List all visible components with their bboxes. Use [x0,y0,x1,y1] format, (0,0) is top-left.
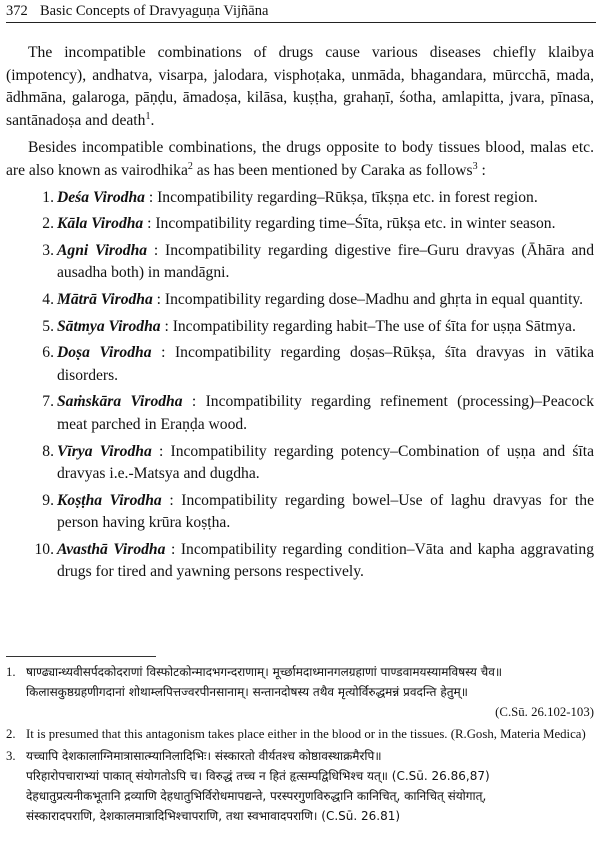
footnote-3: 3. यच्चापि देशकालाग्निमात्रासात्म्यानिलादिभिः। संस्कारतो वीर्यतश्च कोष्ठावस्थाक्रमैरपि॥ परिहारोपचाराभ्यां पाकात् संयोगतोऽपि च। विरुद्धं तच्च न हितं हृत्सम्पद्विधिभिश्च यत्॥ (C.Sū. 26.86,87) देहधातुप्रत्यनीकभूतानि द्रव्याणि देहधातुभिर्विरोधमापद्यन्ते, परस्परगुणविरुद्धानि कानिचित्, कानिचित् संयोगात्, संस्कारादपराणि, देशकालमात्रादिभिश्चापराणि, तथा स्वभावादपराणि। (C.Sū. 26.81) [6,746,594,826]
running-title: Basic Concepts of Dravyaguṇa Vijñāna [40,3,269,19]
list-item: 6. Doṣa Virodha : Incompatibility regarding doṣas–Rūkṣa, śīta dravyas in vātika disorders. [42,344,594,384]
virodha-list [6,187,594,585]
list-item: 8. Vīrya Virodha : Incompatibility regarding potency–Combination of uṣṇa and śīta dravyas i.e.-Matsya and dugdha. [42,442,594,483]
footnote-ref-1: 1 [145,110,151,122]
main-text [6,42,594,588]
list-item: 3. Agni Virodha : Incompatibility regarding digestive fire–Guru dravyas (Āhāra and ausadha both) in mandāgni. [42,241,594,282]
sanskrit-verse: षाण्ढ्यान्ध्यवीसर्पदकोदराणां विस्फोटकोन्मादभगन्दराणाम्। मूर्च्छामदाध्मानगलग्रहाणां पाण्डवामयस्यामविषस्य चैव॥ [26,665,503,679]
list-item: 10. Avasthā Virodha : Incompatibility regarding condition–Vāta and kapha aggravating drugs for tired and yawning persons respectively. [34,540,594,581]
paragraph-diseases: The incompatible combinations of drugs cause various diseases chiefly klaibya (impotency), andhatva, visarpa, jalodara, visphoṭaka, unmāda, bhagandara, mūrcchā, mada, ādhmāna, galaroga, pāṇḍu, āmadoṣa, kilāsa, kuṣṭha, grahaṇī, śotha, amlapitta, jvara, pīnasa, santānadoṣa and death$^1$. [6,44,594,129]
footnote-text: It is presumed that this antagonism takes place either in the blood or in the tissues. (R.Gosh, Materia Medica) [26,727,586,741]
list-item: 5. Sātmya Virodha : Incompatibility regarding habit–The use of śīta for uṣṇa Sātmya. [42,317,576,335]
footnote-rule [6,656,156,657]
footnote-2: 2. It is presumed that this antagonism takes place either in the blood or in the tissues. (R.Gosh, Materia Medica) [6,724,594,744]
running-header [6,1,594,21]
sanskrit-verse: यच्चापि देशकालाग्निमात्रासात्म्यानिलादिभिः। संस्कारतो वीर्यतश्च कोष्ठावस्थाक्रमैरपि॥ [26,749,382,763]
list-item: 2. Kāla Virodha : Incompatibility regarding time–Śīta, rūkṣa etc. in winter season. [42,215,556,233]
list-item: 4. Mātrā Virodha : Incompatibility regarding dose–Madhu and ghṛta in equal quantity. [42,290,584,308]
sanskrit-prose: संस्कारादपराणि, देशकालमात्रादिभिश्चापराणि, तथा स्वभावादपराणि। (C.Sū. 26.81) [26,809,401,823]
sanskrit-verse: किलासकुष्ठग्रहणीगदानां शोथाम्लपित्तज्वरपीनसानाम्। सन्तानदोषस्य तथैव मृत्योर्विरुद्धमन्नं प्रवदन्ति हेतुम्॥ [26,685,468,699]
footnote-1: 1. षाण्ढ्यान्ध्यवीसर्पदकोदराणां विस्फोटकोन्मादभगन्दराणाम्। मूर्च्छामदाध्मानगलग्रहाणां पाण्डवामयस्यामविषस्य चैव॥ किलासकुष्ठग्रहणीगदानां शोथाम्लपित्तज्वरपीनसानाम्। सन्तानदोषस्य तथैव मृत्योर्विरुद्धमन्नं प्रवदन्ति हेतुम्॥ (C.Sū. 26.102-103) [6,662,594,722]
sanskrit-prose: देहधातुप्रत्यनीकभूतानि द्रव्याणि देहधातुभिर्विरोधमापद्यन्ते, परस्परगुणविरुद्धानि कानिचित्, कानिचित् संयोगात्, [26,789,487,803]
page-number: 372 [6,3,28,19]
paragraph-vairodhika: Besides incompatible combinations, the drugs opposite to body tissues blood, malas etc. are also known as vairodhika$^2$ as has been mentioned by Caraka as follows$^3$ : [6,139,594,179]
footnote-ref-2: 2 [187,160,193,172]
footnotes [6,662,594,828]
header-rule [6,22,596,23]
citation: (C.Sū. 26.102-103) [495,705,594,719]
list-item: 7. Saṁskāra Virodha : Incompatibility regarding refinement (processing)–Peacock meat parched in Eraṇḍa wood. [42,393,594,433]
list-item: 1. Deśa Virodha : Incompatibility regarding–Rūkṣa, tīkṣṇa etc. in forest region. [42,188,538,206]
sanskrit-verse: परिहारोपचाराभ्यां पाकात् संयोगतोऽपि च। विरुद्धं तच्च न हितं हृत्सम्पद्विधिभिश्च यत्॥ (C.Sū. 26.86,87) [26,769,490,783]
footnote-ref-3: 3 [472,160,478,172]
list-item: 9. Koṣṭha Virodha : Incompatibility regarding bowel–Use of laghu dravyas for the person having krūra koṣṭha. [42,491,594,532]
